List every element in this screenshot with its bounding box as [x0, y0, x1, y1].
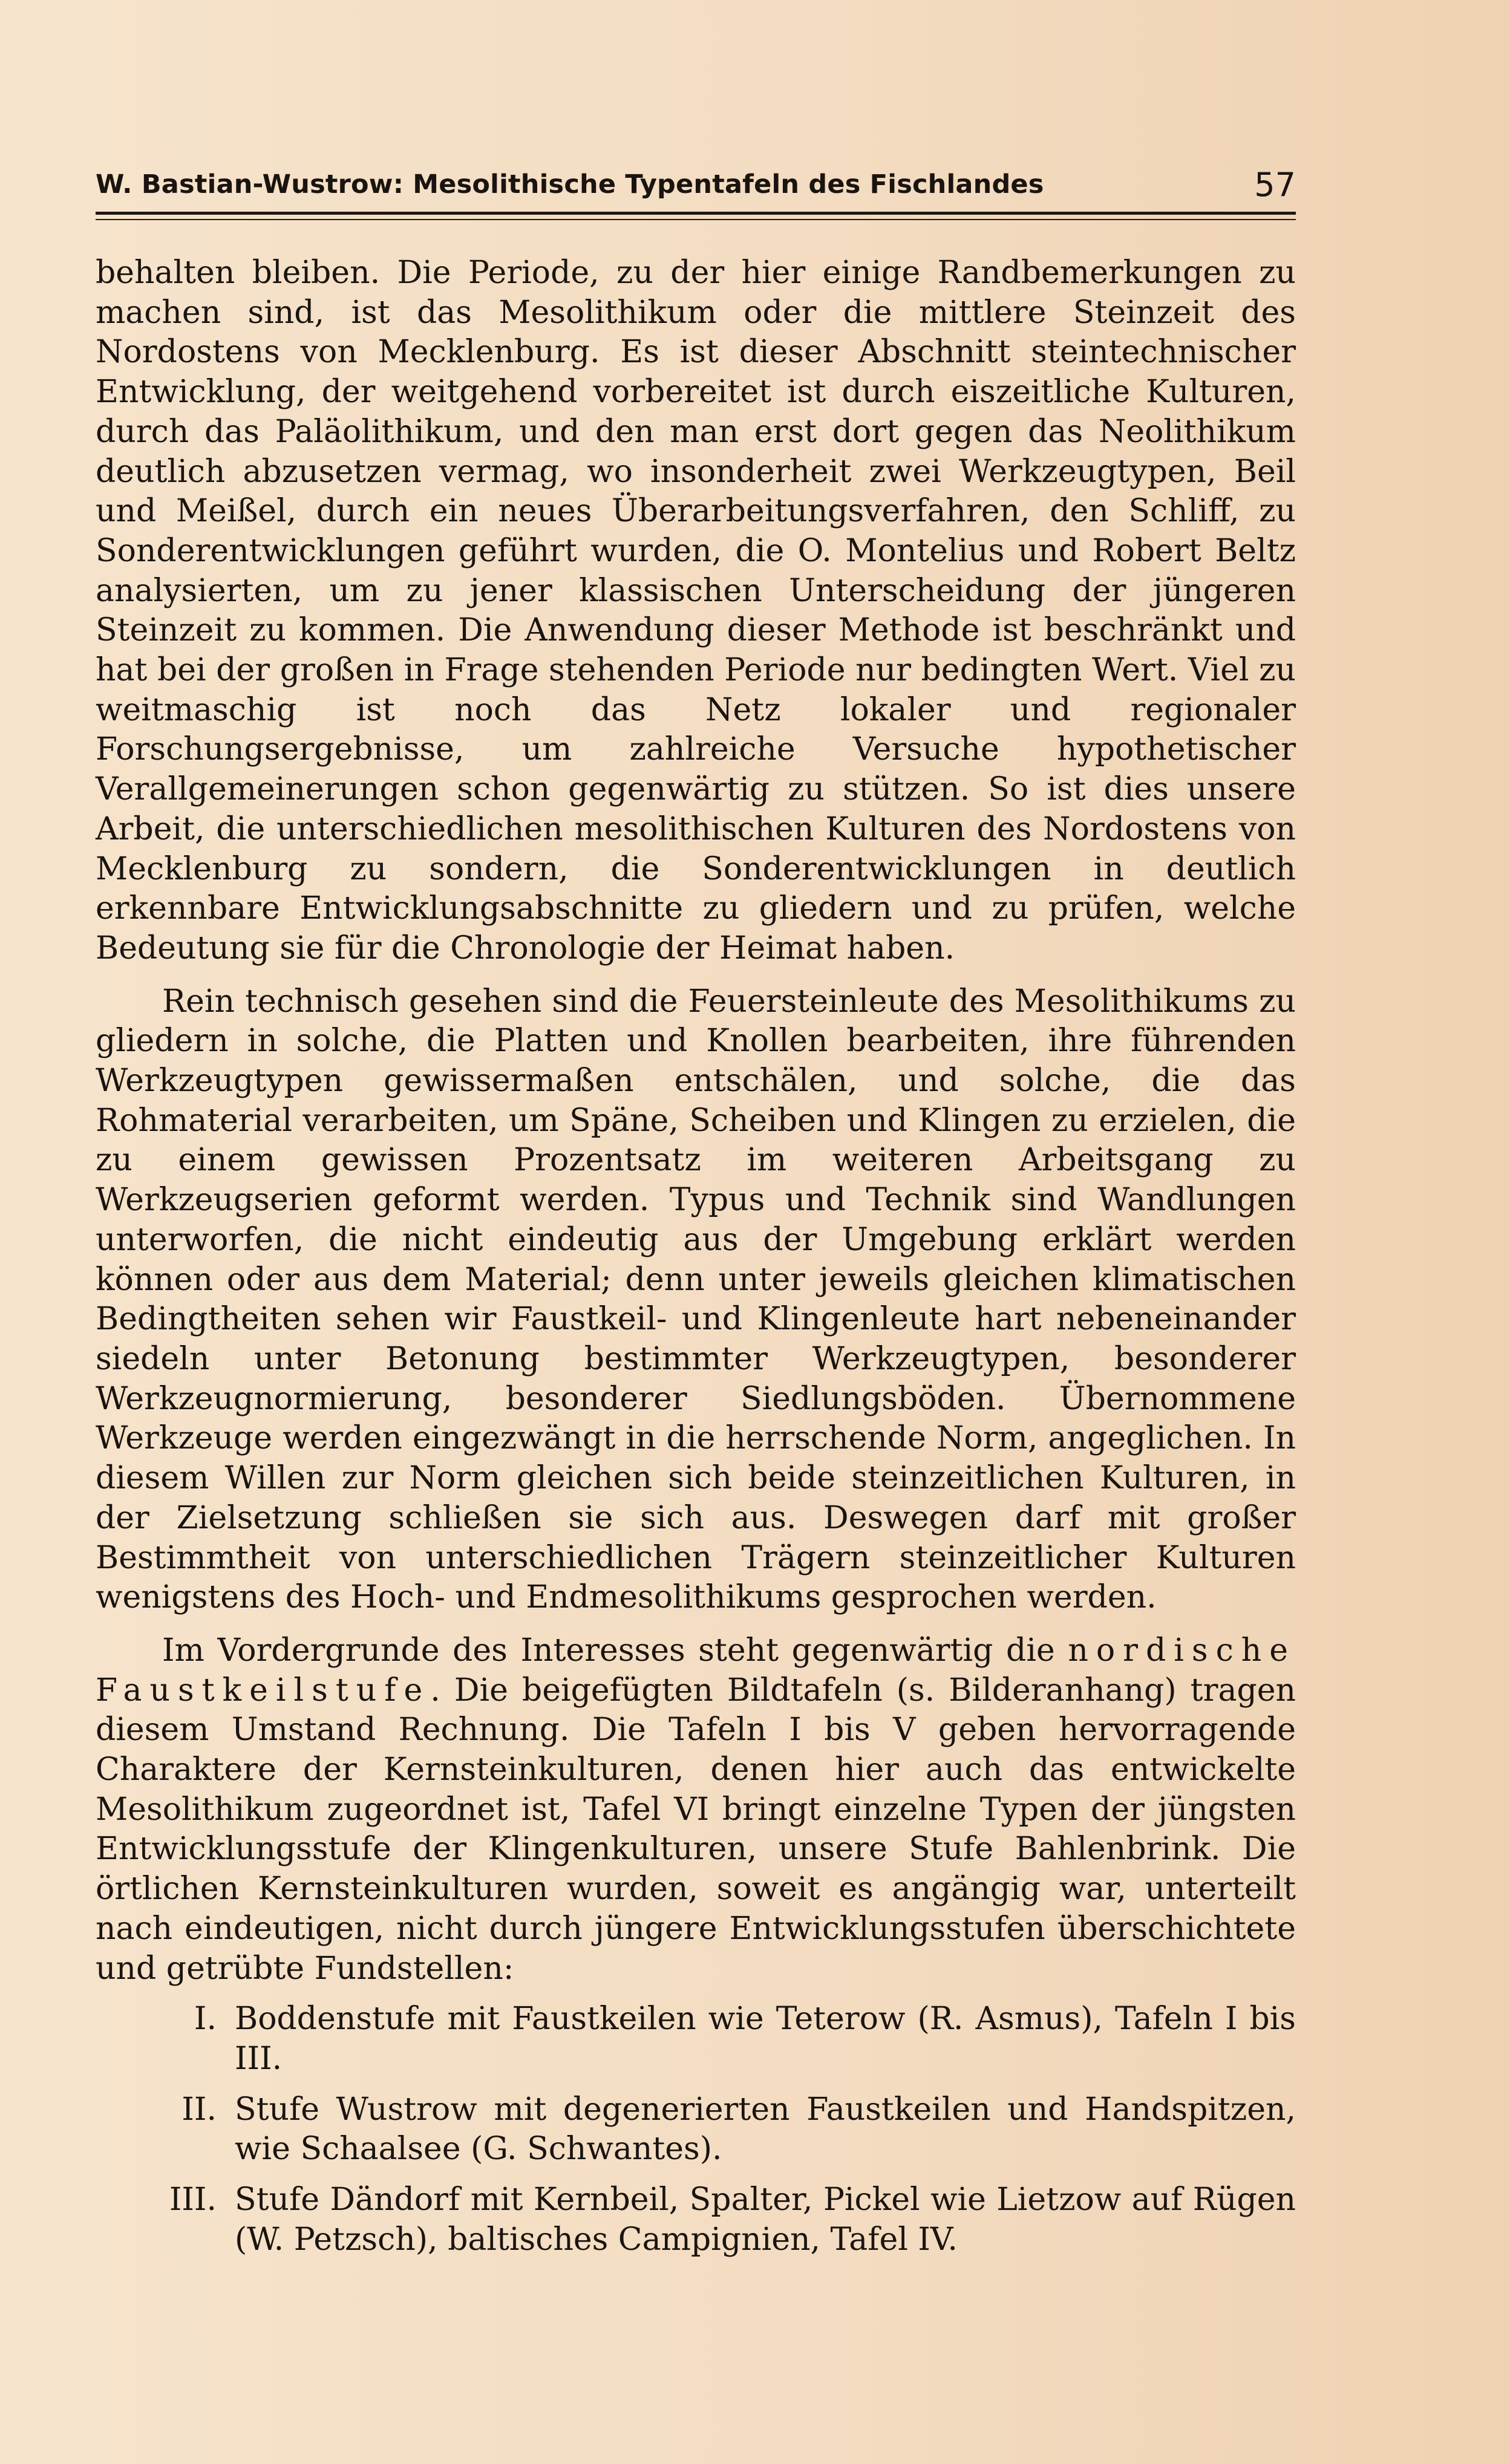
header-title: W. Bastian-Wustrow: Mesolithische Typentafeln des Fischlandes: [96, 169, 1044, 200]
stage-text: Boddenstufe mit Faustkeilen wie Teterow (R. Asmus), Tafeln I bis III.: [235, 2001, 1296, 2077]
body-text: [96, 253, 1296, 2260]
document-page: [96, 163, 1296, 2291]
stage-text: Stufe Wustrow mit degenerierten Faustkeilen und Handspitzen, wie Schaalsee (G. Schwantes).: [235, 2091, 1296, 2168]
paragraph-3-lead: Im Vordergrunde des Interesses steht gegenwärtig die: [162, 1632, 1055, 1669]
running-head: [96, 163, 1296, 215]
paragraph-2: Rein technisch gesehen sind die Feuersteinleute des Mesolithikums zu gliedern in solche, die Platten und Knollen bearbeiten, ihre führenden Werkzeugtypen gewissermaßen entschälen, und solche, die das Rohmaterial verarbeiten, um Späne, Scheiben und Klingen zu erzielen, die zu einem gewissen Prozentsatz im weiteren Arbeitsgang zu Werkzeugserien geformt werden. Typus und Technik sind Wandlungen unterworfen, die nicht eindeutig aus der Umgebung erklärt werden können oder aus dem Material; denn unter jeweils gleichen klimatischen Bedingtheiten sehen wir Faustkeil- und Klingenleute hart nebeneinander siedeln unter Betonung bestimmter Werkzeugtypen, besonderer Werkzeugnormierung, besonderer Siedlungsböden. Übernommene Werkzeuge werden eingezwängt in die herrschende Norm, angeglichen. In diesem Willen zur Norm gleichen sich beide steinzeitlichen Kulturen, in der Zielsetzung schließen sie sich aus. Deswegen darf mit großer Bestimmtheit von unterschiedlichen Trägern steinzeitlicher Kulturen wenigstens des Hoch- und Endmesolithikums gesprochen werden.: [96, 983, 1296, 1616]
paragraph-3: [96, 1631, 1296, 1989]
list-item: [96, 2090, 1296, 2169]
paragraph-1: behalten bleiben. Die Periode, zu der hier einige Randbemerkungen zu machen sind, ist das Mesolithikum oder die mittlere Steinzeit des Nordostens von Mecklenburg. Es ist dieser Abschnitt steintechnischer Entwicklung, der weitgehend vorbereitet ist durch eiszeitliche Kulturen, durch das Paläolithikum, und den man erst dort gegen das Neolithikum deutlich abzusetzen vermag, wo insonderheit zwei Werkzeugtypen, Beil und Meißel, durch ein neues Überarbeitungsverfahren, den Schliff, zu Sonderentwicklungen geführt wurden, die O. Montelius und Robert Beltz analysierten, um zu jener klassischen Unterscheidung der jüngeren Steinzeit zu kommen. Die Anwendung dieser Methode ist beschränkt und hat bei der großen in Frage stehenden Periode nur bedingten Wert. Viel zu weitmaschig ist noch das Netz lokaler und regionaler Forschungsergebnisse, um zahlreiche Versuche hypothetischer Verallgemeinerungen schon gegenwärtig zu stützen. So ist dies unsere Arbeit, die unterschiedlichen mesolithischen Kulturen des Nordostens von Mecklenburg zu sondern, die Sonderentwicklungen in deutlich erkennbare Entwicklungsabschnitte zu gliedern und zu prüfen, welche Bedeutung sie für die Chronologie der Heimat haben.: [96, 255, 1296, 966]
list-item: [96, 2180, 1296, 2260]
stage-number: II.: [181, 2091, 217, 2128]
stage-text: Stufe Dändorf mit Kernbeil, Spalter, Pickel wie Lietzow auf Rügen (W. Petzsch), baltisches Campignien, Tafel IV.: [235, 2182, 1296, 2258]
spaced-term: nordische Faustkeilstufe: [96, 1632, 1296, 1709]
stage-number: III.: [169, 2182, 217, 2218]
page-number: 57: [1254, 166, 1296, 204]
paragraph-3-rest: . Die beigefügten Bildtafeln (s. Bilderanhang) tragen diesem Umstand Rechnung. Die Tafeln I bis V geben hervorragende Charaktere der Kernsteinkulturen, denen hier auch das entwickelte Mesolithikum zugeordnet ist, Tafel VI bringt einzelne Typen der jüngsten Entwicklungsstufe der Klingenkulturen, unsere Stufe Bahlenbrink. Die örtlichen Kernsteinkulturen wurden, soweit es angängig war, unterteilt nach eindeutigen, nicht durch jüngere Entwicklungsstufen überschichtete und getrübte Fundstellen:: [96, 1672, 1296, 1987]
list-item: [96, 2000, 1296, 2079]
stage-number: I.: [194, 2001, 217, 2038]
stage-list: [96, 2000, 1296, 2260]
